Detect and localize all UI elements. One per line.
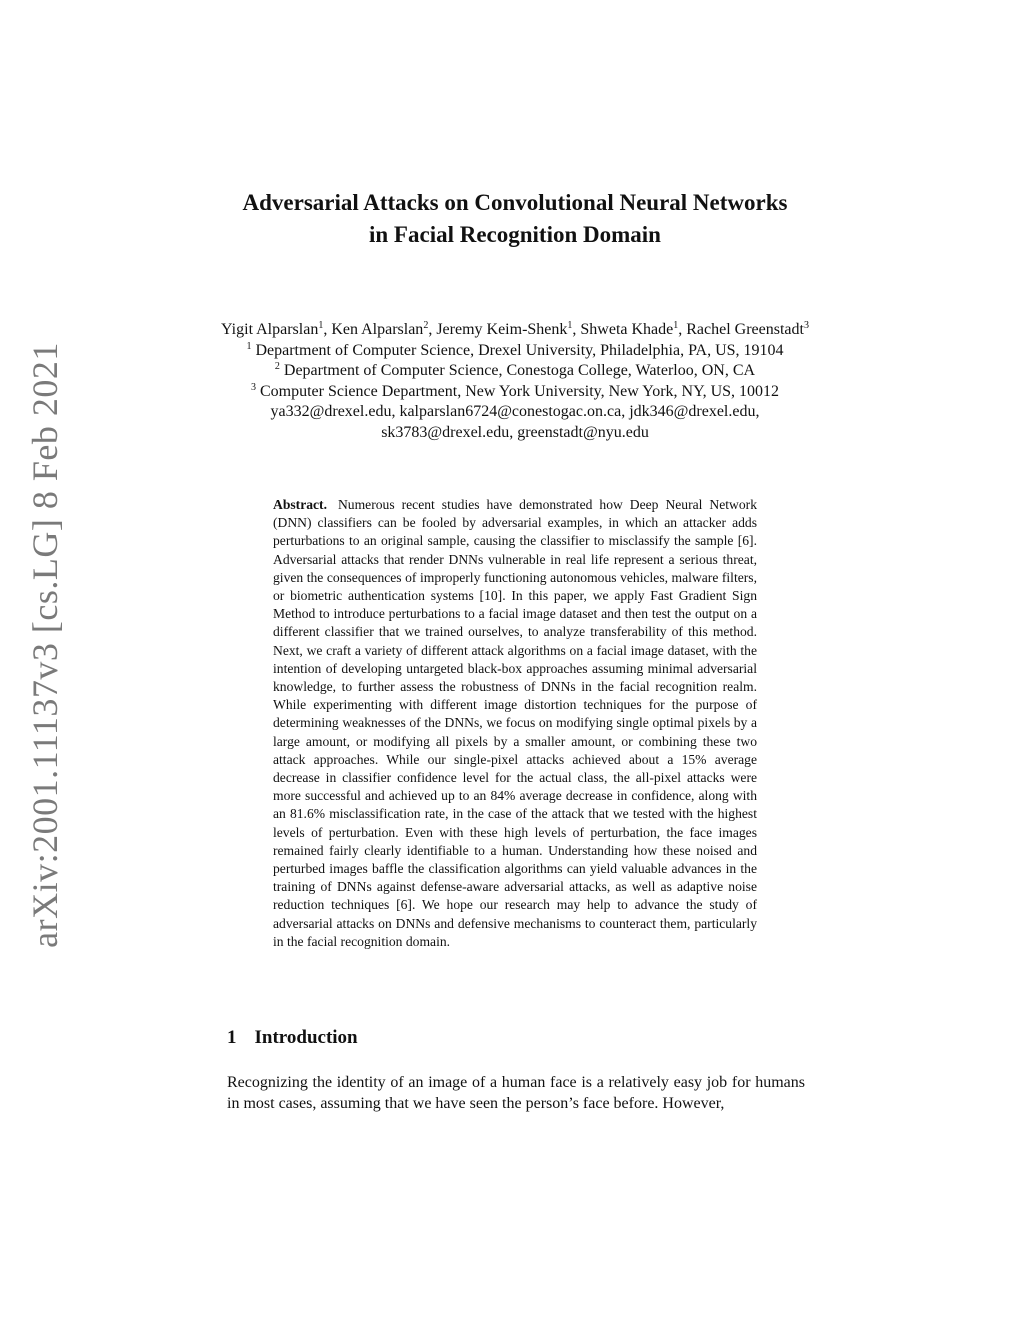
author-affiliation-mark: 1 (567, 320, 573, 331)
author-block (220, 320, 810, 443)
affiliation-text: Computer Science Department, New York University, New York, NY, US, 10012 (259, 382, 780, 400)
author-names (220, 320, 810, 341)
introduction-paragraph: Recognizing the identity of an image of a human face is a relatively easy job for humans in most cases, assuming that we have seen the person’s face before. However, (227, 1074, 805, 1112)
paper-title (200, 187, 830, 251)
affiliation-mark: 2 (274, 361, 280, 372)
author-name: Jeremy Keim-Shenk (436, 321, 568, 338)
author-name: Rachel Greenstadt (686, 321, 804, 338)
author-separator: , (678, 321, 687, 338)
affiliation-text: Department of Computer Science, Conestoga College, Waterloo, ON, CA (283, 362, 756, 379)
author-name: Shweta Khade (580, 321, 674, 338)
author-emails-line-2: sk3783@drexel.edu, greenstadt@nyu.edu (381, 423, 649, 441)
affiliation-2 (220, 361, 810, 382)
affiliation-mark: 3 (250, 381, 256, 393)
affiliation-mark: 1 (246, 340, 252, 352)
section-heading-introduction (227, 1027, 358, 1049)
affiliation-text: Department of Computer Science, Drexel University, Philadelphia, PA, US, 19104 (255, 341, 784, 359)
author-name: Yigit Alparslan (221, 321, 319, 338)
abstract (273, 496, 757, 951)
section-title: Introduction (254, 1027, 358, 1048)
author-separator: , (428, 321, 437, 338)
author-separator: , (323, 321, 332, 338)
section-number: 1 (227, 1027, 237, 1048)
affiliation-3 (220, 382, 810, 403)
paper-title-line-1: Adversarial Attacks on Convolutional Neural Networks (242, 190, 788, 215)
paper-title-line-2: in Facial Recognition Domain (369, 222, 661, 247)
arxiv-identifier-stamp: arXiv:2001.11137v3 [cs.LG] 8 Feb 2021 (25, 342, 65, 948)
author-affiliation-mark: 3 (803, 320, 809, 331)
abstract-label: Abstract. (273, 497, 327, 512)
author-emails-line-1: ya332@drexel.edu, kalparslan6724@conestogac.on.ca, jdk346@drexel.edu, (270, 403, 760, 420)
author-affiliation-mark: 1 (673, 320, 679, 331)
author-name: Ken Alparslan (331, 321, 424, 338)
author-affiliation-mark: 1 (318, 320, 324, 331)
affiliation-1 (220, 341, 810, 362)
author-affiliation-mark: 2 (423, 320, 429, 331)
author-separator: , (572, 321, 581, 338)
abstract-text: Numerous recent studies have demonstrated how Deep Neural Network (DNN) classifiers can be fooled by adversarial examples, in which an attacker adds perturbations to an original sample, causing the classifier to misclassify the sample [6]. Adversarial attacks that render DNNs vulnerable in real life represent a serious threat, given the consequences of improperly functioning autonomous vehicles, malware filters, or biometric authentication systems [10]. In this paper, we apply Fast Gradient Sign Method to introduce perturbations to a facial image dataset and then test the output on a different classifier that we trained ourselves, to analyze transferability of this method. Next, we craft a variety of different attack algorithms on a facial image dataset, with the intention of developing untargeted black-box approaches assuming minimal adversarial knowledge, to further assess the robustness of DNNs in the facial recognition realm. While experimenting with different image distortion techniques for the purpose of determining weaknesses of the DNNs, we focus on modifying single optimal pixels by a large amount, or modifying all pixels by a smaller amount, or combining these two attack approaches. While our single-pixel attacks achieved about a 15% average decrease in classifier confidence level for the actual class, the all-pixel attacks were more successful and achieved up to an 84% average decrease in confidence, along with an 81.6% misclassification rate, in the case of the attack that we tested with the highest levels of perturbation. Even with these high levels of perturbation, the face images remained fairly clearly identifiable to a human. Understanding how these noised and perturbed images baffle the classification algorithms can yield valuable advances in the training of DNNs against defense-aware adversarial attacks, as well as adaptive noise reduction techniques [6]. We hope our research may help to advance the study of adversarial attacks on DNNs and defensive mechanisms to counteract them, particularly in the facial recognition domain. (273, 497, 757, 949)
